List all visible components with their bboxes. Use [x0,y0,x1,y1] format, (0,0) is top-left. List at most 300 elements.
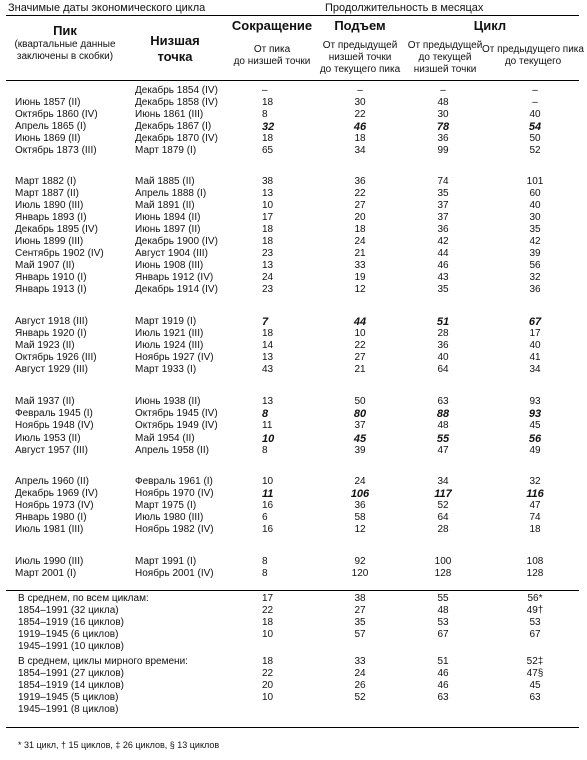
cycle-peak-cell: 41 [529,352,541,363]
cycle-peak-sub-2: до текущего [504,56,562,67]
average-row [0,692,587,704]
average-row [0,668,587,680]
cycle-peak-cell: 49 [529,445,541,456]
expansion-cell: 44 [353,316,367,328]
trough-date-cell: Июль 1921 (III) [135,328,204,339]
cycle-peak-cell: 40 [529,200,541,211]
table-row [0,133,587,145]
contraction-cell: 7 [262,316,269,328]
trough-date-cell: Октябрь 1945 (IV) [135,408,218,419]
peak-date-cell: Август 1957 (III) [15,445,88,456]
contraction-column-sub-2: до низшей точки [233,56,311,67]
right-title: Продолжительность в месяцах [325,2,484,14]
average-cycle-trough-cell: 53 [437,617,449,628]
expansion-cell: 58 [354,512,366,523]
contraction-cell: 18 [262,133,274,144]
cycle-peak-cell: 93 [528,408,542,420]
contraction-cell: 8 [262,109,268,120]
cycle-peak-cell: 47 [529,500,541,511]
peak-date-cell: Май 1907 (II) [15,260,75,271]
trough-date-cell: Март 1879 (I) [135,145,197,156]
average-contraction-cell: 10 [262,692,274,703]
average-label: 1854–1991 (27 циклов) [18,668,125,679]
expansion-cell: 20 [354,212,366,223]
cycle-peak-cell: 93 [529,396,541,407]
trough-date-cell: Март 1975 (I) [135,500,197,511]
contraction-cell: 8 [262,568,268,579]
peak-date-cell: Апрель 1960 (II) [15,476,89,487]
peak-column-title: Пик [53,23,77,38]
expansion-cell: 22 [354,340,366,351]
cycle-peak-cell: 67 [528,316,542,328]
trough-date-cell: Июль 1924 (III) [135,340,204,351]
trough-date-cell: Август 1904 (III) [135,248,208,259]
cycle-peak-cell: 35 [529,224,541,235]
cycle-trough-cell: 42 [437,236,449,247]
peak-date-cell: Январь 1913 (I) [15,284,87,295]
contraction-cell: 14 [262,340,274,351]
trough-date-cell: Май 1954 (II) [135,433,195,444]
cycle-peak-cell: 17 [529,328,541,339]
average-cycle-peak-cell: 53 [529,617,541,628]
peak-date-cell: Сентябрь 1902 (IV) [15,248,104,259]
trough-date-cell: Декабрь 1914 (IV) [135,284,218,295]
trough-column-title-1: Низшая [150,33,200,48]
average-label: В среднем, циклы мирного времени: [18,656,188,667]
table-row [0,284,587,296]
trough-date-cell: Апрель 1888 (I) [135,188,207,199]
expansion-cell: 50 [354,396,366,407]
cycle-trough-cell: 100 [434,556,452,567]
table-row [0,524,587,536]
average-expansion-cell: 52 [354,692,366,703]
table-row [0,488,587,500]
peak-date-cell: Февраль 1945 (I) [15,408,93,419]
average-cycle-peak-cell: 45 [529,680,541,691]
contraction-cell: 18 [262,236,274,247]
trough-date-cell: Декабрь 1858 (IV) [135,97,218,108]
expansion-cell: 92 [354,556,366,567]
table-row [0,500,587,512]
cycle-peak-cell: 50 [529,133,541,144]
cycle-peak-cell: 60 [529,188,541,199]
expansion-column-title: Подъем [334,18,386,33]
cycle-trough-cell: 48 [437,97,449,108]
cycle-peak-cell: – [532,85,538,96]
average-label: 1945–1991 (10 циклов) [18,641,125,652]
average-label: 1919–1945 (5 циклов) [18,692,119,703]
expansion-cell: 37 [354,420,366,431]
expansion-cell: 10 [354,328,366,339]
average-label: 1854–1919 (16 циклов) [18,617,125,628]
peak-date-cell: Июль 1990 (III) [15,556,84,567]
contraction-cell: 6 [262,512,268,523]
peak-date-cell: Январь 1910 (I) [15,272,87,283]
averages-bottom-rule [6,727,579,728]
contraction-cell: 8 [262,445,268,456]
expansion-cell: 46 [353,121,367,133]
contraction-cell: 23 [262,248,274,259]
cycle-trough-cell: 43 [437,272,449,283]
cycle-trough-cell: 44 [437,248,449,259]
peak-date-cell: Январь 1980 (I) [15,512,87,523]
cycle-trough-cell: 63 [437,396,449,407]
average-row [0,641,587,653]
expansion-column-sub-3: до текущего пика [319,64,401,75]
average-cycle-trough-cell: 63 [437,692,449,703]
cycle-peak-sub-1: От предыдущего пика [482,44,584,55]
cycle-trough-cell: 117 [434,488,452,500]
cycle-trough-cell: 36 [437,224,449,235]
cycle-peak-cell: 39 [529,248,541,259]
trough-date-cell: Июнь 1908 (III) [135,260,204,271]
contraction-cell: 11 [262,420,273,431]
peak-date-cell: Октябрь 1860 (IV) [15,109,98,120]
cycle-trough-cell: 37 [437,200,449,211]
average-row [0,680,587,692]
average-cycle-trough-cell: 46 [437,680,449,691]
trough-date-cell: Июнь 1938 (II) [135,396,201,407]
peak-date-cell: Октябрь 1873 (III) [15,145,97,156]
peak-date-cell: Август 1929 (III) [15,364,88,375]
peak-date-cell: Март 2001 (I) [15,568,77,579]
contraction-cell: 13 [262,352,274,363]
average-expansion-cell: 35 [354,617,366,628]
average-contraction-cell: 22 [262,605,274,616]
contraction-cell: 8 [262,556,268,567]
peak-date-cell: Январь 1893 (I) [15,212,87,223]
cycle-peak-cell: 18 [529,524,541,535]
trough-date-cell: Май 1891 (II) [135,200,195,211]
contraction-cell: 16 [262,500,274,511]
expansion-cell: 30 [354,97,366,108]
table-row [0,248,587,260]
contraction-cell: 10 [262,433,275,445]
trough-date-cell: Декабрь 1870 (IV) [135,133,218,144]
contraction-cell: 32 [262,121,275,133]
table-row [0,260,587,272]
cycle-peak-cell: 116 [526,488,544,500]
peak-date-cell: Май 1937 (II) [15,396,75,407]
cycle-peak-cell: 36 [529,284,541,295]
table-row [0,316,587,328]
trough-date-cell: Июнь 1894 (II) [135,212,201,223]
contraction-cell: 8 [262,408,269,420]
contraction-cell: 18 [262,224,274,235]
average-expansion-cell: 26 [354,680,366,691]
average-cycle-peak-cell: 63 [529,692,541,703]
average-cycle-trough-cell: 48 [437,605,449,616]
peak-date-cell: Июнь 1899 (III) [15,236,84,247]
cycle-peak-cell: 108 [526,556,544,567]
cycle-peak-cell: 128 [526,568,544,579]
table-row [0,328,587,340]
contraction-cell: 23 [262,284,274,295]
cycle-trough-cell: 88 [436,408,450,420]
contraction-cell: 24 [262,272,274,283]
cycle-trough-cell: 35 [437,188,449,199]
average-contraction-cell: 20 [262,680,274,691]
average-cycle-trough-cell: 51 [437,656,449,667]
peak-date-cell: Ноябрь 1973 (IV) [15,500,94,511]
table-row [0,236,587,248]
cycle-peak-cell: 101 [526,176,544,187]
cycle-peak-cell: 52 [529,145,541,156]
peak-date-cell: Март 1887 (II) [15,188,79,199]
average-cycle-peak-cell: 52‡ [526,656,544,667]
table-row [0,396,587,408]
average-cycle-peak-cell: 56* [527,593,543,604]
table-row [0,408,587,420]
cycle-peak-cell: 30 [529,212,541,223]
peak-date-cell: Июль 1890 (III) [15,200,84,211]
peak-date-cell: Декабрь 1895 (IV) [15,224,98,235]
average-contraction-cell: 17 [262,593,274,604]
cycle-peak-cell: 32 [529,272,541,283]
peak-date-cell: Июль 1953 (II) [15,433,81,444]
table-row [0,224,587,236]
contraction-column-sub-1: От пика [253,44,291,55]
expansion-cell: 12 [354,284,366,295]
table-row [0,97,587,109]
trough-date-cell: Февраль 1961 (I) [135,476,213,487]
cycle-trough-cell: 128 [434,568,452,579]
cycle-peak-cell: 42 [529,236,541,247]
table-row [0,85,587,97]
table-row [0,145,587,157]
expansion-column-sub-2: низшей точки [328,52,392,63]
cycle-trough-cell: 55 [436,433,450,445]
contraction-cell: 13 [262,260,274,271]
table-row [0,556,587,568]
trough-date-cell: Декабрь 1854 (IV) [135,85,218,96]
contraction-cell: 65 [262,145,274,156]
expansion-cell: 19 [354,272,366,283]
cycle-trough-cell: 46 [437,260,449,271]
cycle-trough-cell: 47 [437,445,449,456]
cycle-peak-cell: 34 [529,364,541,375]
contraction-cell: 13 [262,188,274,199]
peak-date-cell: Апрель 1865 (I) [15,121,87,132]
expansion-cell: 21 [354,364,366,375]
cycle-trough-cell: 64 [437,364,449,375]
trough-date-cell: Июнь 1897 (II) [135,224,201,235]
cycle-trough-cell: 48 [437,420,449,431]
cycle-trough-cell: – [440,85,446,96]
cycle-trough-cell: 36 [437,133,449,144]
average-row [0,704,587,716]
cycle-trough-cell: 35 [437,284,449,295]
peak-date-cell: Декабрь 1969 (IV) [15,488,98,499]
cycle-trough-cell: 51 [436,316,450,328]
cycle-peak-cell: 40 [529,109,541,120]
average-expansion-cell: 27 [354,605,366,616]
table-row [0,188,587,200]
trough-column-title-2: точка [157,49,193,64]
average-expansion-cell: 24 [354,668,366,679]
table-row [0,433,587,445]
peak-column-note-1: (квартальные данные [14,39,116,50]
contraction-cell: 18 [262,328,274,339]
cycle-peak-cell: 32 [529,476,541,487]
average-label: 1854–1919 (14 циклов) [18,680,125,691]
averages-top-rule [6,590,579,591]
average-expansion-cell: 38 [354,593,366,604]
trough-date-cell: Октябрь 1949 (IV) [135,420,218,431]
average-expansion-cell: 57 [354,629,366,640]
trough-date-cell: Июнь 1861 (III) [135,109,204,120]
table-row [0,176,587,188]
expansion-cell: 24 [354,476,366,487]
expansion-cell: 120 [351,568,369,579]
peak-date-cell: Январь 1920 (I) [15,328,87,339]
cycle-trough-cell: 52 [437,500,449,511]
trough-date-cell: Декабрь 1867 (I) [135,121,212,132]
expansion-cell: – [357,85,363,96]
average-contraction-cell: 22 [262,668,274,679]
average-label: 1945–1991 (8 циклов) [18,704,119,715]
trough-date-cell: Январь 1912 (IV) [135,272,214,283]
contraction-cell: 38 [262,176,274,187]
cycle-peak-cell: 74 [529,512,541,523]
contraction-cell: 10 [262,476,274,487]
expansion-cell: 36 [354,500,366,511]
average-label: В среднем, по всем циклам: [18,593,149,604]
cycle-trough-cell: 28 [437,328,449,339]
average-cycle-peak-cell: 67 [529,629,541,640]
table-row [0,568,587,580]
average-row [0,593,587,605]
trough-date-cell: Ноябрь 1982 (IV) [135,524,214,535]
cycle-peak-cell: 40 [529,340,541,351]
table-row [0,121,587,133]
peak-date-cell: Март 1882 (I) [15,176,77,187]
trough-date-cell: Март 1991 (I) [135,556,197,567]
cycle-trough-cell: 64 [437,512,449,523]
table-row [0,476,587,488]
average-row [0,605,587,617]
cycle-trough-cell: 40 [437,352,449,363]
trough-date-cell: Ноябрь 2001 (IV) [135,568,214,579]
table-row [0,200,587,212]
cycle-trough-cell: 37 [437,212,449,223]
cycle-peak-cell: 56 [528,433,542,445]
cycle-trough-sub-3: низшей точки [413,64,477,75]
trough-date-cell: Декабрь 1900 (IV) [135,236,218,247]
expansion-cell: 18 [354,224,366,235]
contraction-cell: – [262,85,268,96]
cycle-column-title: Цикл [473,18,507,33]
table-row [0,340,587,352]
table-row [0,109,587,121]
trough-date-cell: Март 1919 (I) [135,316,197,327]
average-cycle-peak-cell: 47§ [526,668,544,679]
trough-date-cell: Июль 1980 (III) [135,512,204,523]
average-cycle-trough-cell: 55 [437,593,449,604]
trough-date-cell: Апрель 1958 (II) [135,445,209,456]
expansion-cell: 22 [354,188,366,199]
average-row [0,656,587,668]
table-row [0,420,587,432]
average-row [0,629,587,641]
cycle-trough-cell: 34 [437,476,449,487]
expansion-cell: 21 [354,248,366,259]
expansion-column-sub-1: От предыдущей [322,40,398,51]
cycle-trough-sub-2: до текущей [418,52,472,63]
cycle-trough-cell: 30 [437,109,449,120]
expansion-cell: 80 [353,408,367,420]
peak-date-cell: Август 1918 (III) [15,316,88,327]
trough-date-cell: Май 1885 (II) [135,176,195,187]
table-row [0,364,587,376]
cycle-peak-cell: 45 [529,420,541,431]
contraction-cell: 43 [262,364,274,375]
expansion-cell: 18 [354,133,366,144]
cycle-peak-cell: 54 [528,121,542,133]
contraction-cell: 18 [262,97,274,108]
expansion-cell: 27 [354,200,366,211]
contraction-cell: 17 [262,212,274,223]
table-row [0,272,587,284]
cycle-trough-cell: 28 [437,524,449,535]
cycle-trough-cell: 36 [437,340,449,351]
expansion-cell: 34 [354,145,366,156]
table-row [0,352,587,364]
cycle-trough-cell: 78 [436,121,450,133]
cycle-peak-cell: – [532,97,538,108]
peak-column-note-2: заключены в скобки) [16,51,114,62]
contraction-cell: 13 [262,396,274,407]
footnote: * 31 цикл, † 15 циклов, ‡ 26 циклов, § 13 циклов [18,740,220,750]
average-row [0,617,587,629]
contraction-cell: 11 [262,488,274,500]
cycle-trough-cell: 99 [437,145,449,156]
peak-date-cell: Ноябрь 1948 (IV) [15,420,94,431]
peak-date-cell: Июль 1981 (III) [15,524,84,535]
expansion-cell: 36 [354,176,366,187]
average-label: 1919–1945 (6 циклов) [18,629,119,640]
trough-date-cell: Ноябрь 1970 (IV) [135,488,214,499]
cycle-peak-cell: 56 [529,260,541,271]
cycle-trough-cell: 74 [437,176,449,187]
peak-date-cell: Июнь 1857 (II) [15,97,81,108]
average-contraction-cell: 10 [262,629,274,640]
expansion-cell: 24 [354,236,366,247]
contraction-column-title: Сокращение [231,18,313,33]
peak-date-cell: Октябрь 1926 (III) [15,352,97,363]
expansion-cell: 45 [353,433,367,445]
header-top-rule [6,15,579,16]
expansion-cell: 27 [354,352,366,363]
peak-date-cell: Май 1923 (II) [15,340,75,351]
average-contraction-cell: 18 [262,656,274,667]
average-cycle-trough-cell: 67 [437,629,449,640]
contraction-cell: 10 [262,200,274,211]
expansion-cell: 12 [354,524,366,535]
expansion-cell: 39 [354,445,366,456]
trough-date-cell: Ноябрь 1927 (IV) [135,352,214,363]
average-label: 1854–1991 (32 цикла) [18,605,119,616]
table-row [0,445,587,457]
average-cycle-peak-cell: 49† [526,605,544,616]
trough-date-cell: Март 1933 (I) [135,364,197,375]
left-title: Значимые даты экономического цикла [8,2,206,14]
table-row [0,212,587,224]
average-contraction-cell: 18 [262,617,274,628]
average-cycle-trough-cell: 46 [437,668,449,679]
peak-date-cell: Июнь 1869 (II) [15,133,81,144]
cycle-trough-sub-1: От предыдущей [407,40,483,51]
